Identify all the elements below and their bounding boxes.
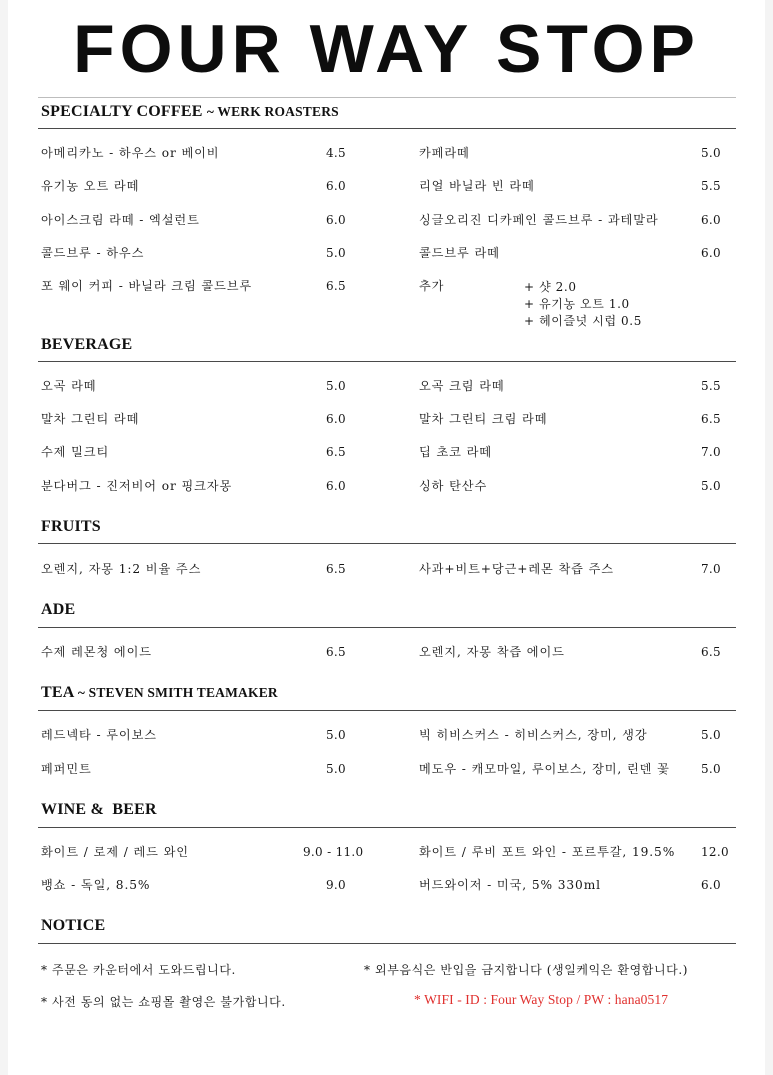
- wine-rule: [38, 827, 736, 828]
- notice-item: * 외부음식은 반입을 금지합니다 (생일케익은 환영합니다.): [364, 963, 689, 977]
- menu-item: [419, 759, 719, 779]
- menu-item: [41, 143, 371, 163]
- section-title-tea: [41, 684, 278, 702]
- item-price: 5.5: [701, 179, 721, 193]
- item-name: 딥 초코 라떼: [419, 445, 492, 459]
- menu-item: [41, 559, 371, 579]
- wifi-info: * WIFI - ID : Four Way Stop / PW : hana0517: [414, 992, 669, 1007]
- notice-item: * 사전 동의 없는 쇼핑몰 촬영은 불가합니다.: [41, 995, 286, 1009]
- menu-item: [41, 642, 371, 662]
- item-name: 말차 그린티 라떼: [41, 412, 140, 426]
- item-price: 5.0: [701, 479, 721, 493]
- menu-item: [419, 376, 719, 396]
- menu-item: [41, 276, 371, 296]
- item-name: 뱅쇼 - 독일, 8.5%: [41, 878, 151, 892]
- menu-item: [419, 210, 719, 230]
- item-name: 버드와이저 - 미국, 5% 330ml: [419, 878, 601, 892]
- notice-rule: [38, 943, 736, 944]
- item-price: 5.0: [326, 379, 346, 393]
- extra-option: + 헤이즐넛 시럽 0.5: [524, 314, 642, 328]
- menu-item: [419, 725, 719, 745]
- item-price: 6.0: [326, 179, 346, 193]
- item-name: 사과+비트+당근+레몬 착즙 주스: [419, 562, 614, 576]
- extras-label: 추가: [419, 279, 445, 293]
- item-price: 6.5: [326, 645, 346, 659]
- extras-list: [524, 279, 642, 330]
- item-name: 콜드브루 라떼: [419, 246, 500, 260]
- item-name: 말차 그린티 크림 라떼: [419, 412, 548, 426]
- fruits-rule: [38, 543, 736, 544]
- brand-logo: FOUR WAY STOP: [73, 11, 700, 87]
- item-name: 리얼 바닐라 빈 라떼: [419, 179, 535, 193]
- item-price: 6.5: [326, 445, 346, 459]
- coffee-rule: [38, 128, 736, 129]
- item-price: 6.0: [326, 412, 346, 426]
- tea-rule: [38, 710, 736, 711]
- section-title-ade: ADE: [41, 601, 76, 618]
- item-name: 오곡 라떼: [41, 379, 97, 393]
- item-name: 페퍼민트: [41, 762, 92, 776]
- section-title-beverage: BEVERAGE: [41, 336, 133, 353]
- menu-item: [41, 210, 371, 230]
- item-price: 6.0: [326, 213, 346, 227]
- item-name: 화이트 / 루비 포트 와인 - 포르투갈, 19.5%: [419, 845, 676, 859]
- item-name: 레드넥타 - 루이보스: [41, 728, 157, 742]
- item-price: 6.0: [701, 878, 721, 892]
- section-title-notice: NOTICE: [41, 917, 106, 934]
- item-price: 6.0: [701, 213, 721, 227]
- item-name: 화이트 / 로제 / 레드 와인: [41, 845, 189, 859]
- menu-item: [41, 376, 371, 396]
- item-price: 7.0: [701, 562, 721, 576]
- beverage-rule: [38, 361, 736, 362]
- item-name: 싱글오리진 디카페인 콜드브루 - 과테말라: [419, 213, 659, 227]
- menu-item: [41, 442, 371, 462]
- item-name: 유기농 오트 라떼: [41, 179, 140, 193]
- menu-item: [41, 243, 371, 263]
- item-price: 6.5: [326, 562, 346, 576]
- notice-item: * 주문은 카운터에서 도와드립니다.: [41, 963, 236, 977]
- item-name: 빅 히비스커스 - 히비스커스, 장미, 생강: [419, 728, 648, 742]
- item-name: 수제 밀크티: [41, 445, 110, 459]
- menu-item: [419, 243, 719, 263]
- tea-title: TEA: [41, 684, 74, 701]
- section-title-wine: WINE & BEER: [41, 801, 157, 818]
- menu-item: [41, 176, 371, 196]
- item-price: 5.0: [701, 146, 721, 160]
- item-price: 7.0: [701, 445, 721, 459]
- item-name: 오곡 크림 라떼: [419, 379, 505, 393]
- item-price: 9.0 - 11.0: [303, 845, 364, 859]
- item-price: 5.5: [701, 379, 721, 393]
- item-price: 6.5: [701, 645, 721, 659]
- item-name: 아이스크림 라떼 - 엑설런트: [41, 213, 200, 227]
- menu-item: [419, 442, 719, 462]
- tea-subtitle: ~ STEVEN SMITH TEAMAKER: [77, 685, 278, 700]
- extra-option: + 샷 2.0: [524, 280, 577, 294]
- header-divider: [38, 97, 736, 98]
- item-price: 9.0: [326, 878, 346, 892]
- ade-rule: [38, 627, 736, 628]
- item-price: 5.0: [701, 728, 721, 742]
- menu-item: [419, 409, 719, 429]
- item-name: 싱하 탄산수: [419, 479, 488, 493]
- item-price: 5.0: [326, 246, 346, 260]
- item-name: 카페라떼: [419, 146, 470, 160]
- menu-item: [419, 642, 719, 662]
- item-name: 아메리카노 - 하우스 or 베이비: [41, 146, 220, 160]
- menu-item: [41, 725, 371, 745]
- item-name: 메도우 - 캐모마일, 루이보스, 장미, 린덴 꽃: [419, 762, 670, 776]
- menu-item: [419, 559, 719, 579]
- item-price: 4.5: [326, 146, 346, 160]
- menu-item: [41, 759, 371, 779]
- item-name: 콜드브루 - 하우스: [41, 246, 145, 260]
- item-name: 포 웨이 커피 - 바닐라 크림 콜드브루: [41, 279, 253, 293]
- item-name: 수제 레몬청 에이드: [41, 645, 152, 659]
- item-price: 6.5: [701, 412, 721, 426]
- menu-item: [419, 476, 719, 496]
- item-name: 오렌지, 자몽 1:2 비율 주스: [41, 562, 202, 576]
- section-title-fruits: FRUITS: [41, 518, 101, 535]
- menu-item: [419, 143, 719, 163]
- item-price: 6.0: [701, 246, 721, 260]
- item-price: 5.0: [326, 762, 346, 776]
- menu-item: [41, 875, 371, 895]
- coffee-subtitle: ~ WERK ROASTERS: [206, 104, 339, 119]
- section-title-coffee: [41, 103, 339, 121]
- menu-item: [41, 842, 371, 862]
- menu-item: [419, 875, 719, 895]
- item-price: 5.0: [701, 762, 721, 776]
- item-name: 오렌지, 자몽 착즙 에이드: [419, 645, 565, 659]
- item-price: 6.0: [326, 479, 346, 493]
- item-price: 5.0: [326, 728, 346, 742]
- menu-item: [41, 409, 371, 429]
- menu-item: [419, 842, 729, 862]
- item-name: 분다버그 - 진저비어 or 핑크자몽: [41, 479, 233, 493]
- extra-option: + 유기농 오트 1.0: [524, 297, 630, 311]
- item-price: 6.5: [326, 279, 346, 293]
- coffee-title: SPECIALTY COFFEE: [41, 103, 203, 120]
- menu-item: [419, 176, 719, 196]
- item-price: 12.0: [701, 845, 729, 859]
- menu-item: [41, 476, 371, 496]
